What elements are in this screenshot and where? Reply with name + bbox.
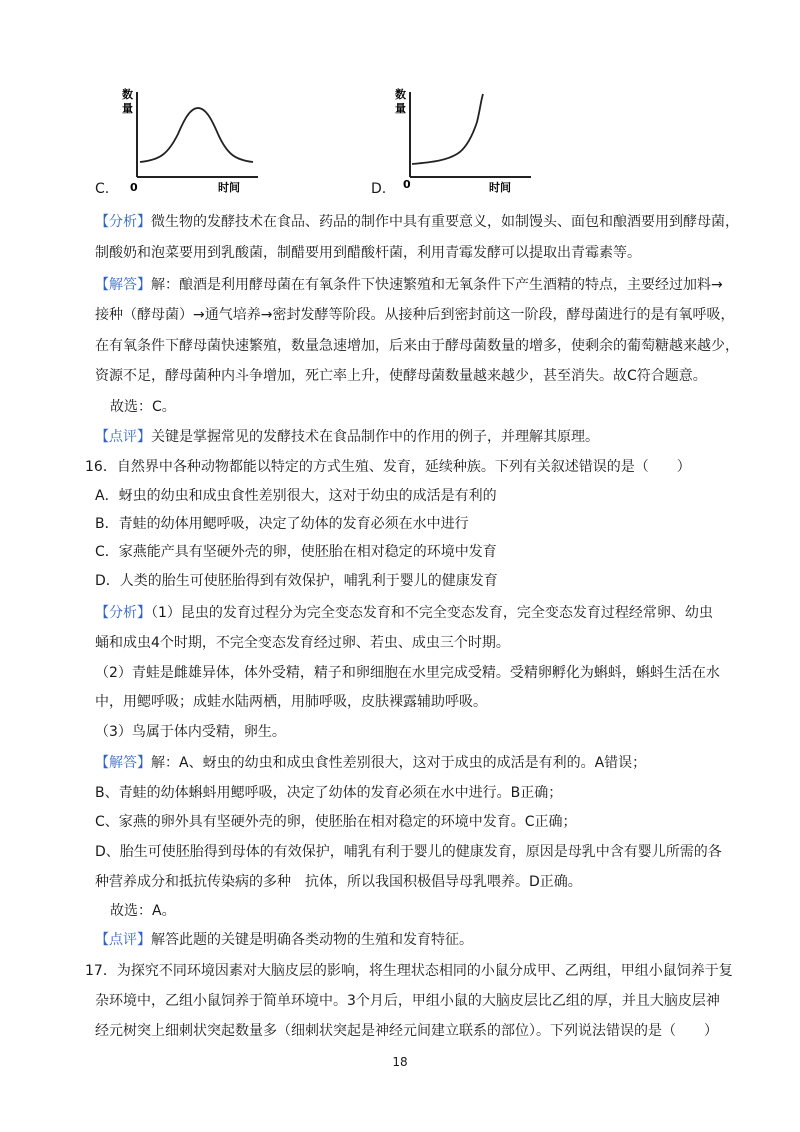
graph-d-ylabel-2: 量 — [395, 102, 406, 115]
option-d-label: D. — [371, 181, 387, 197]
q16-option-a: A．蚜虫的幼虫和成虫食性差别很大，这对于幼虫的成活是有利的 — [95, 488, 497, 504]
q16-analysis-line-1: 【分析】（1）昆虫的发育过程分为完全变态发育和不完全变态发育，完全变态发育过程经常卵、幼虫 — [95, 605, 713, 621]
q16-comment: 【点评】解答此题的关键是明确各类动物的生殖和发育特征。 — [95, 932, 473, 948]
option-c-label: C. — [95, 181, 110, 197]
q15-answer-line-3: 在有氧条件下酵母菌快速繁殖，数量急速增加，后来由于酵母菌数量的增多，使剩余的葡萄糖越来越少， — [95, 338, 739, 354]
q15-answer-line-4: 资源不足，酵母菌种内斗争增加，死亡率上升，使酵母菌数量越来越少，甚至消失。故C符合题意。 — [95, 368, 707, 384]
q15-analysis-line-1: 【分析】微生物的发酵技术在食品、药品的制作中具有重要意义，如制馒头、面包和酿酒要用到酵母菌， — [95, 214, 739, 230]
analysis-tag: 【分析】 — [95, 214, 151, 230]
q16-stem: 16．自然界中各种动物都能以特定的方式生殖、发育，延续种族。下列有关叙述错误的是（ ） — [85, 459, 691, 475]
q16-option-b: B．青蛙的幼体用鳃呼吸，决定了幼体的发育必须在水中进行 — [95, 516, 469, 532]
q17-line-1: 17．为探究不同环境因素对大脑皮层的影响，将生理状态相同的小鼠分成甲、乙两组，甲组小鼠饲养于复 — [85, 963, 733, 979]
q16-option-c: C．家燕能产具有坚硬外壳的卵，使胚胎在相对稳定的环境中发育 — [95, 544, 497, 560]
q15-analysis-line-2: 制酸奶和泡菜要用到乳酸菌，制醋要用到醋酸杆菌，利用青霉发酵可以提取出青霉素等。 — [95, 245, 641, 261]
q16-answer-line-4: D、胎生可使胚胎得到母体的有效保护，哺乳有利于婴儿的健康发育，原因是母乳中含有婴儿所需的各 — [95, 844, 722, 860]
q16-analysis-line-5: （3）鸟属于体内受精，卵生。 — [95, 724, 286, 740]
graph-d-j-curve — [385, 82, 545, 197]
graph-c-xlabel: 时间 — [218, 181, 240, 194]
q16-answer-line-5: 种营养成分和抵抗传染病的多种 抗体，所以我国积极倡导母乳喂养。D正确。 — [95, 874, 582, 890]
q15-choice: 故选：C。 — [110, 399, 176, 415]
answer-tag: 【解答】 — [95, 277, 151, 293]
graph-d-ylabel-1: 数 — [395, 88, 406, 101]
answer-tag: 【解答】 — [95, 755, 151, 771]
q17-line-2: 杂环境中，乙组小鼠饲养于简单环境中。3个月后，甲组小鼠的大脑皮层比乙组的厚，并且大脑皮层神 — [95, 993, 720, 1009]
q15-answer-line-1: 【解答】解：酿酒是利用酵母菌在有氧条件下快速繁殖和无氧条件下产生酒精的特点，主要经过加料→ — [95, 277, 723, 293]
q15-answer-line-2: 接种（酵母菌）→通气培养→密封发酵等阶段。从接种后到密封前这一阶段，酵母菌进行的是有氧呼吸， — [95, 307, 735, 323]
graph-d-xlabel: 时间 — [489, 181, 511, 194]
graph-c-curve — [140, 108, 253, 162]
q17-line-3: 经元树突上细刺状突起数量多（细刺状突起是神经元间建立联系的部位）。下列说法错误的是（ ） — [95, 1023, 718, 1039]
q16-option-d: D．人类的胎生可使胚胎得到有效保护，哺乳利于婴儿的健康发育 — [95, 573, 498, 589]
graph-c-bell-curve — [110, 82, 270, 197]
q16-analysis-line-2: 蛹和成虫4个时期，不完全变态发育经过卵、若虫、成虫三个时期。 — [95, 635, 510, 651]
comment-tag: 【点评】 — [95, 429, 151, 445]
page-number: 18 — [392, 1055, 408, 1069]
q15-comment: 【点评】关键是掌握常见的发酵技术在食品制作中的作用的例子，并理解其原理。 — [95, 429, 599, 445]
q16-analysis-line-3: （2）青蛙是雌雄异体，体外受精，精子和卵细胞在水里完成受精。受精卵孵化为蝌蚪，蝌蚪生活在水 — [95, 665, 720, 681]
analysis-tag: 【分析】 — [95, 605, 151, 621]
comment-tag: 【点评】 — [95, 932, 151, 948]
q16-answer-line-2: B、青蛙的幼体蝌蚪用鳃呼吸，决定了幼体的发育必须在水中进行。B正确； — [95, 785, 563, 801]
q16-answer-line-1: 【解答】解：A、蚜虫的幼虫和成虫食性差别很大，这对于成虫的成活是有利的。A错误； — [95, 755, 647, 771]
graph-c-origin: 0 — [130, 181, 138, 194]
q16-analysis-line-4: 中，用鳃呼吸；成蛙水陆两栖，用肺呼吸，皮肤裸露辅助呼吸。 — [95, 694, 487, 710]
q16-choice: 故选：A。 — [110, 903, 176, 919]
graph-c-ylabel-2: 量 — [122, 102, 133, 115]
graph-c-ylabel-1: 数 — [122, 88, 133, 101]
q16-answer-line-3: C、家燕的卵外具有坚硬外壳的卵，使胚胎在相对稳定的环境中发育。C正确； — [95, 814, 577, 830]
graph-d-origin: 0 — [403, 178, 411, 191]
graph-d-curve — [412, 94, 483, 164]
